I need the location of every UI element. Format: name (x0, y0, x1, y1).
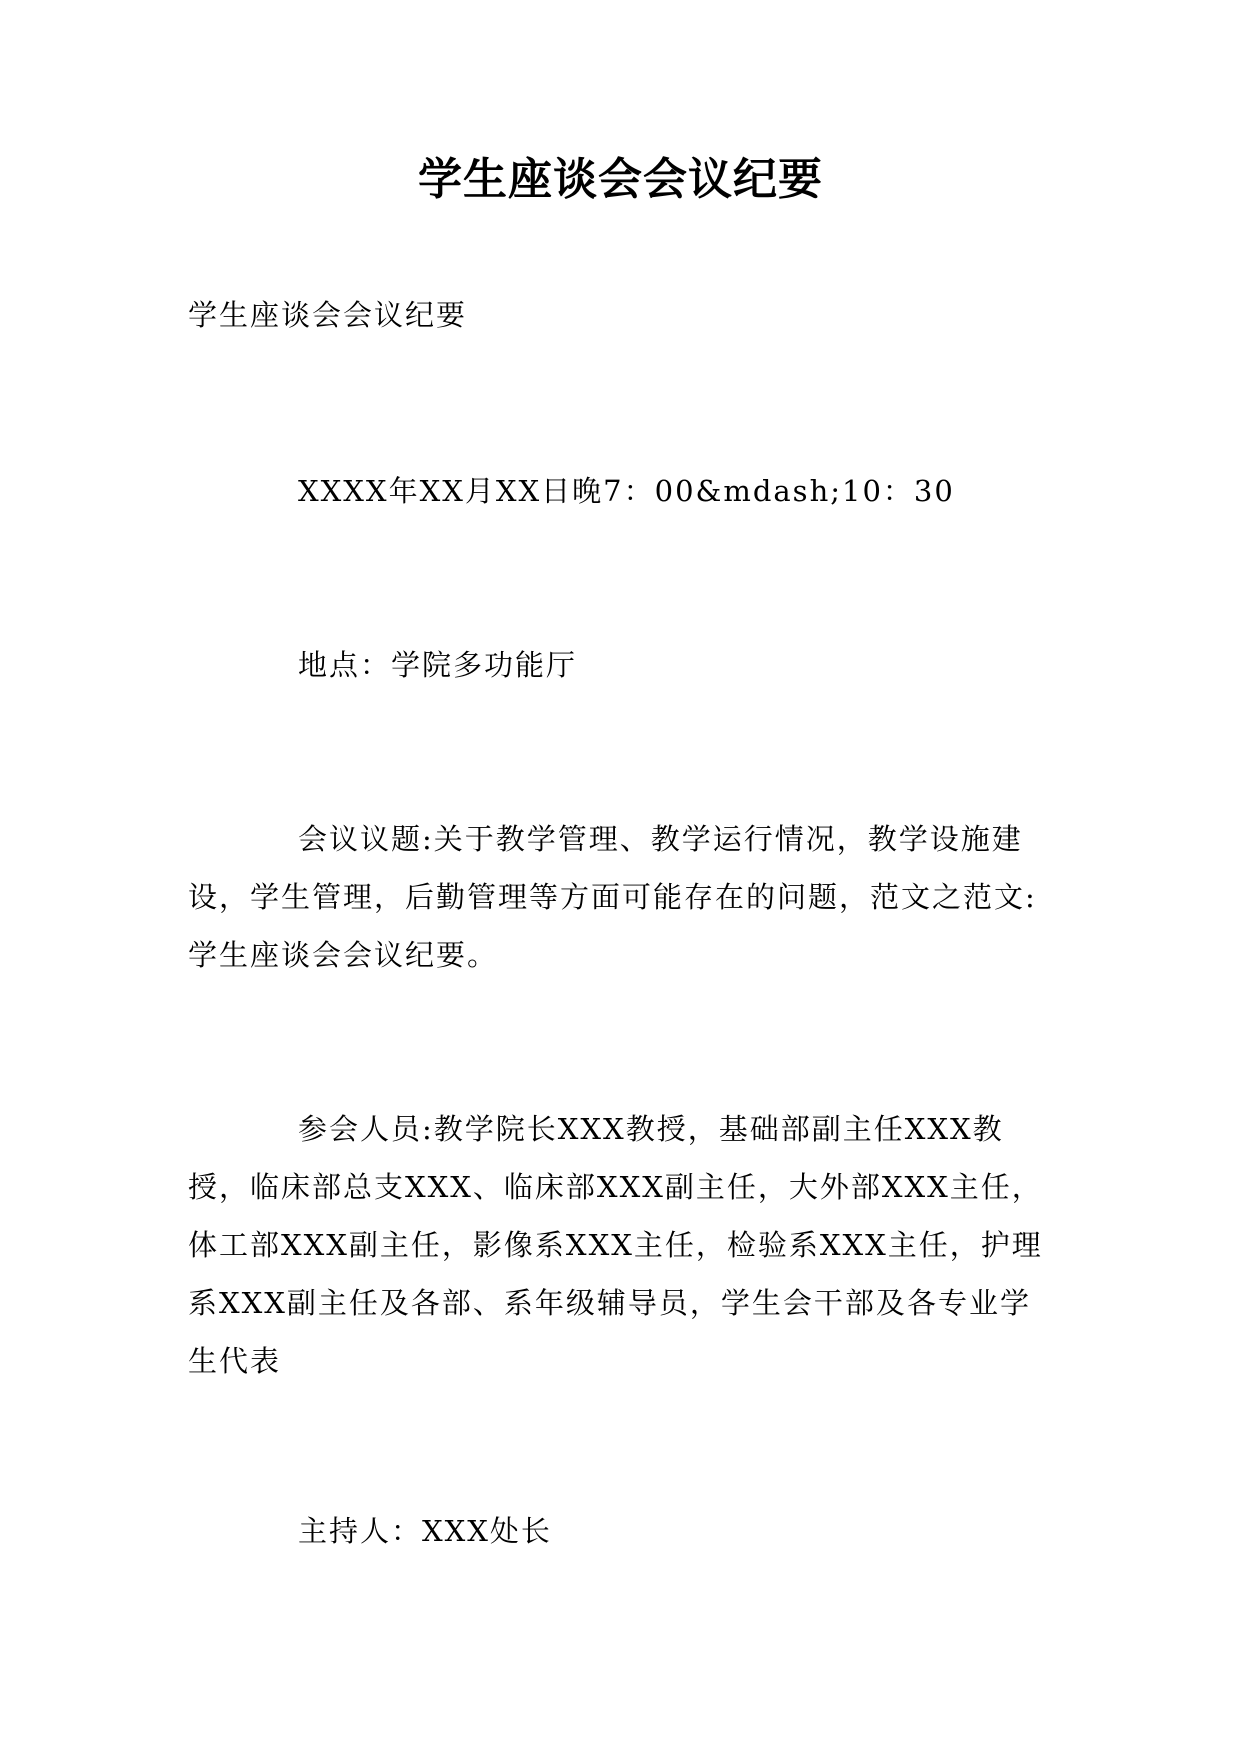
meeting-time-paragraph: XXXX年XX月XX日晚7：00&mdash;10：30 (298, 474, 955, 508)
host-paragraph: 主持人：XXX处长 (298, 1514, 552, 1548)
meeting-place-paragraph: 地点：学院多功能厅 (298, 648, 578, 682)
document-title: 学生座谈会会议纪要 (418, 154, 823, 205)
attendees-paragraph: 参会人员:教学院长XXX教授，基础部副主任XXX教授，临床部总支XXX、临床部XXX副主任，大外部XXX主任，体工部XXX副主任，影像系XXX主任，检验系XXX主任，护理系XXX副主任及各部、系年级辅导员，学生会干部及各专业学生代表 (188, 1112, 1043, 1378)
subtitle-paragraph: 学生座谈会会议纪要 (188, 298, 468, 332)
meeting-topic-paragraph: 会议议题:关于教学管理、教学运行情况，教学设施建设，学生管理，后勤管理等方面可能存在的问题，范文之范文:学生座谈会会议纪要。 (188, 822, 1037, 972)
